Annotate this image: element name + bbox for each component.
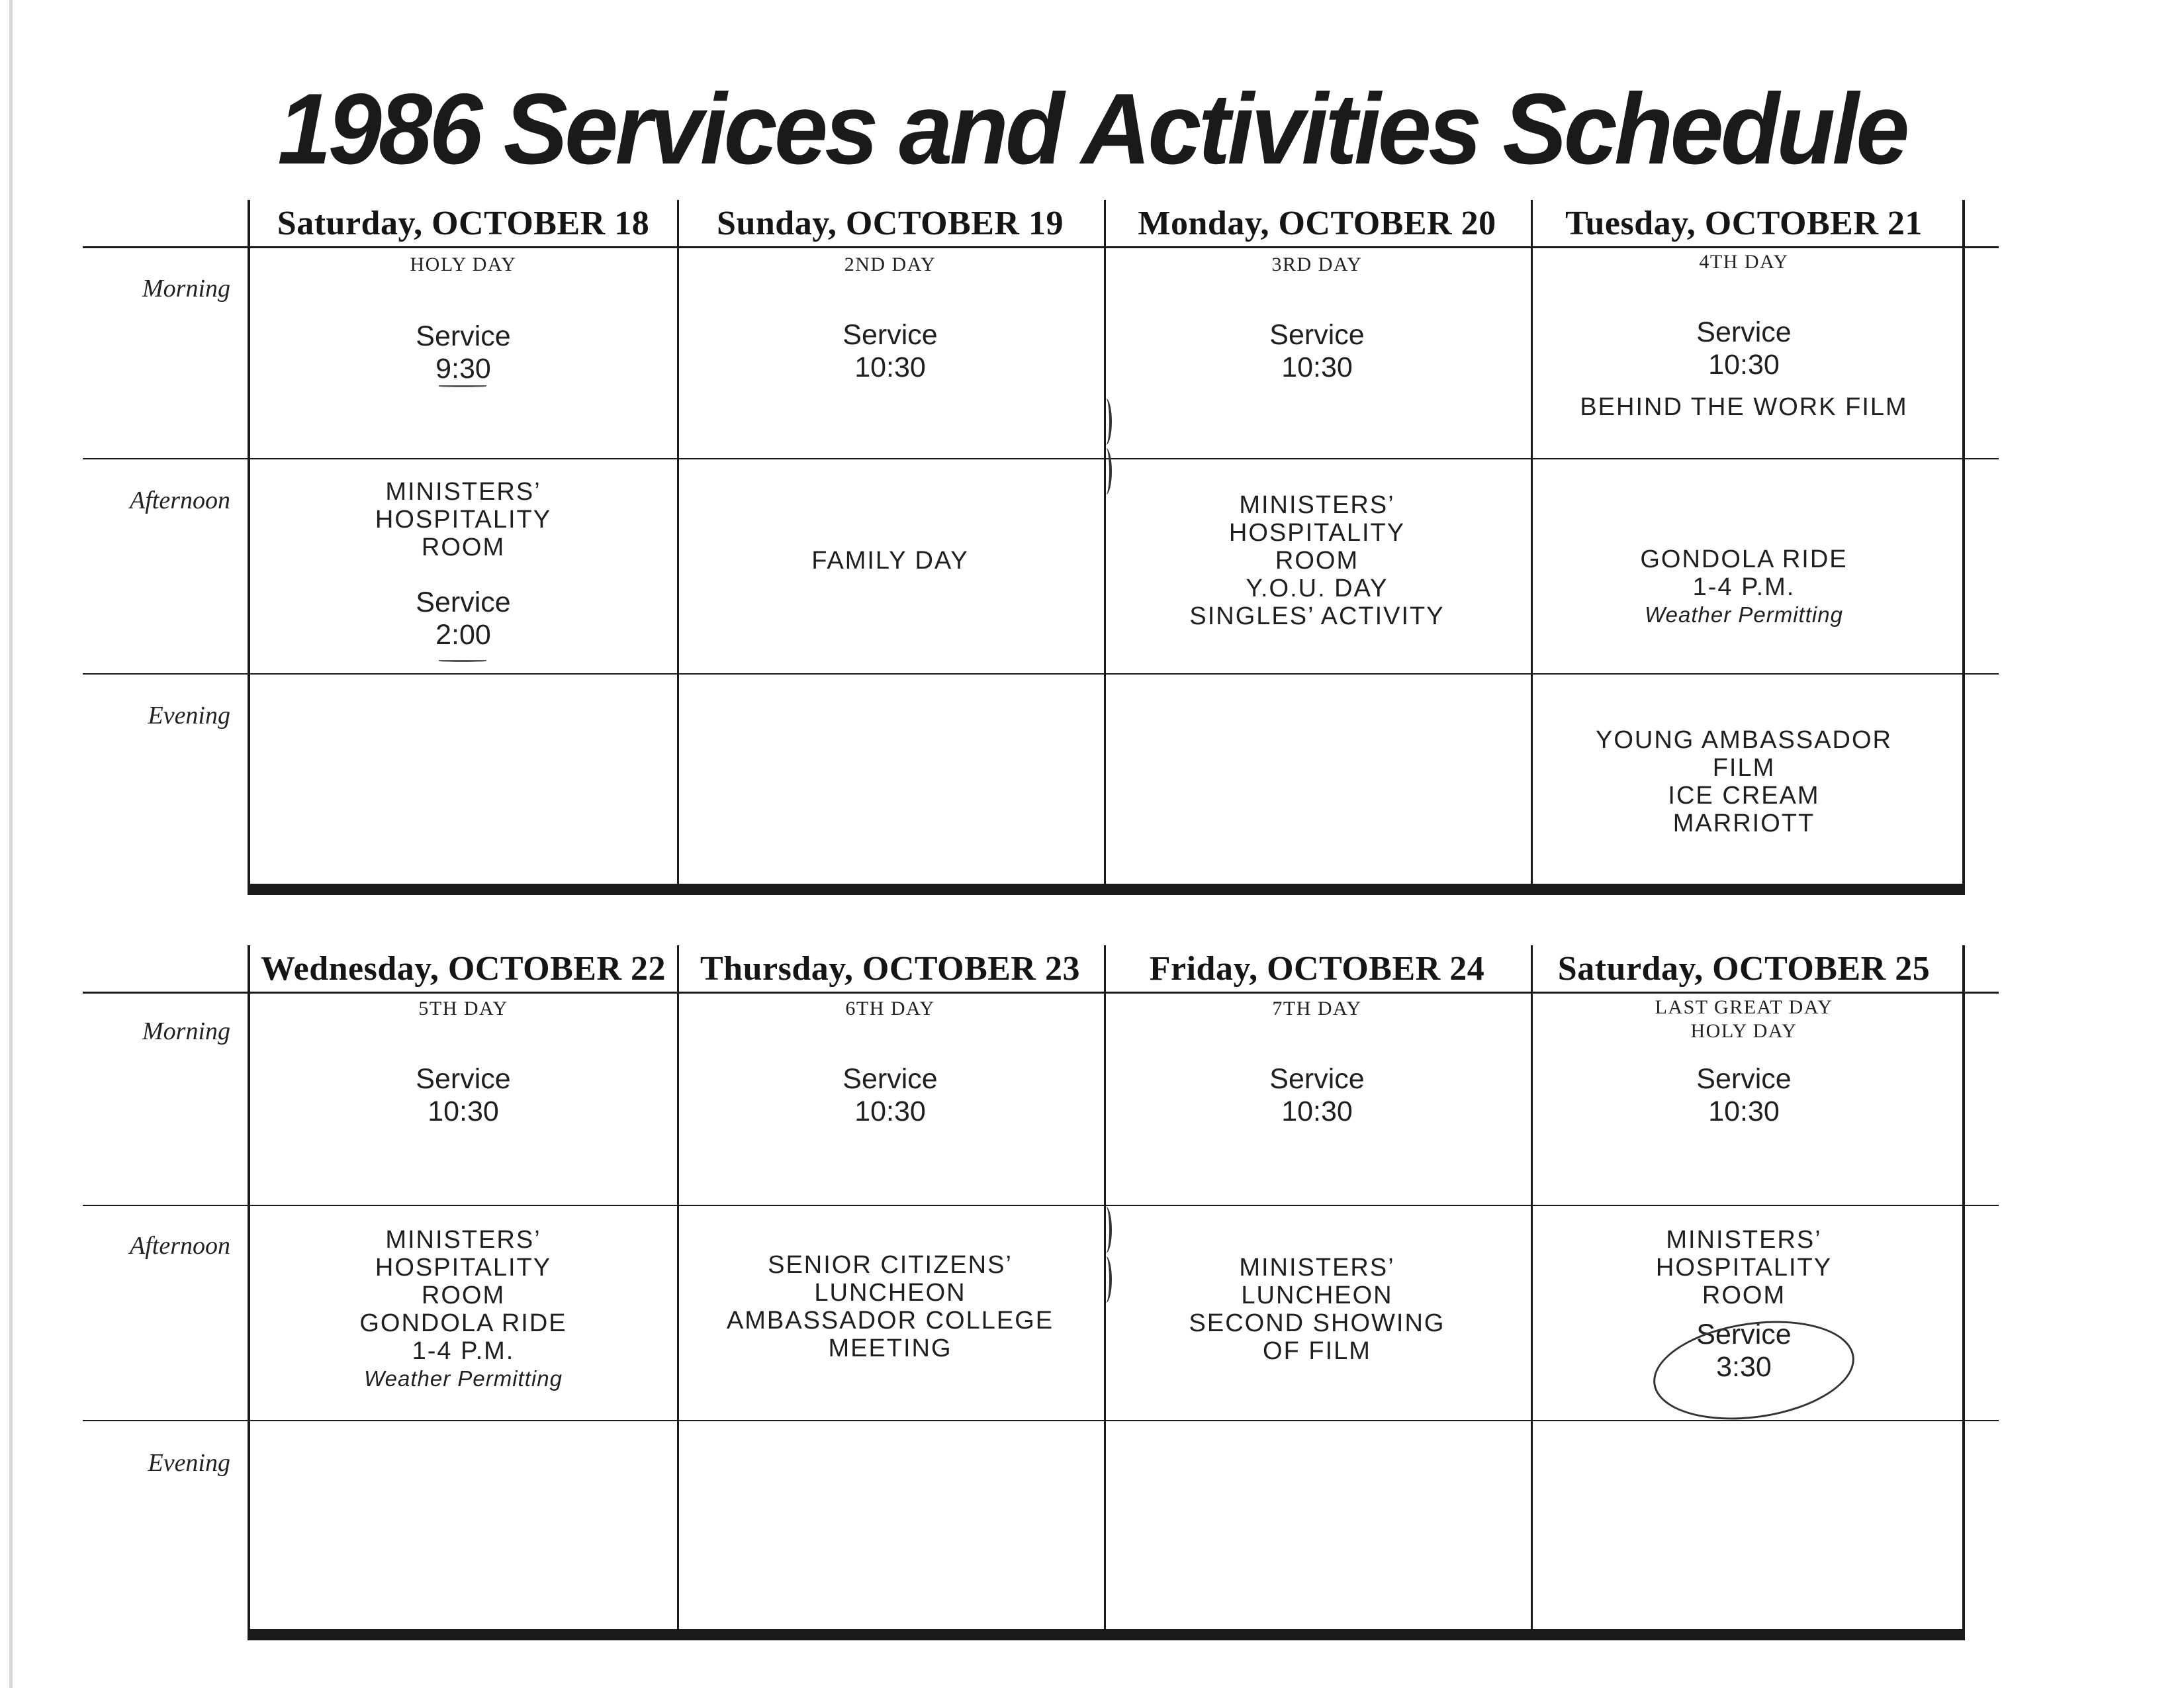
service-time: 3:30 — [1716, 1351, 1772, 1383]
row-label-evening: Evening — [148, 702, 230, 729]
morning-cell — [677, 1063, 1103, 1128]
page-title: 1986 Services and Activities Schedule — [277, 73, 1907, 185]
day-subtitle: HOLY DAY — [410, 254, 517, 275]
day-heading: Friday, OCTOBER 24 — [1149, 950, 1485, 988]
service-label: Service — [1269, 319, 1365, 351]
morning-cell — [250, 1063, 676, 1128]
morning-cell — [677, 319, 1103, 384]
activity-line: MINISTERS’ — [385, 478, 541, 506]
activity-line: FILM — [1712, 754, 1776, 782]
day-column — [677, 200, 1103, 882]
service-label: Service — [1696, 316, 1792, 348]
afternoon-cell — [250, 478, 676, 651]
day-subtitle: 2ND DAY — [844, 254, 936, 275]
morning-cell — [1104, 319, 1530, 384]
activity-line: MINISTERS’ — [1239, 491, 1395, 519]
activity-line: MEETING — [828, 1335, 952, 1362]
activity-line: MINISTERS’ — [1239, 1254, 1395, 1282]
day-subtitle: 4TH DAY — [1699, 251, 1789, 273]
afternoon-cell — [677, 1251, 1103, 1362]
day-subtitle: 3RD DAY — [1271, 254, 1363, 275]
activity-line: ROOM — [421, 534, 506, 561]
service-label: Service — [416, 320, 511, 352]
day-heading: Tuesday, OCTOBER 21 — [1565, 205, 1923, 242]
activity-line: Y.O.U. DAY — [1246, 575, 1388, 602]
day-subtitle: 6TH DAY — [845, 998, 935, 1019]
activity-line: FAMILY DAY — [811, 547, 969, 575]
morning-cell — [1531, 1063, 1957, 1128]
activity-line: ROOM — [1275, 547, 1359, 575]
service-time: 9:30 — [435, 353, 491, 385]
activity-line: HOSPITALITY — [1228, 519, 1406, 547]
weather-note: Weather Permitting — [1645, 602, 1843, 627]
activity-line: ICE CREAM — [1668, 782, 1820, 810]
service-label: Service — [416, 586, 511, 618]
service-time: 10:30 — [428, 1096, 499, 1127]
afternoon-cell — [250, 1226, 676, 1393]
day-column — [1531, 200, 1957, 882]
day-heading: Wednesday, OCTOBER 22 — [260, 950, 666, 988]
service-label: Service — [1696, 1063, 1792, 1095]
binding-ring — [1100, 1256, 1112, 1303]
binding-ring — [1100, 448, 1112, 494]
row-label-afternoon: Afternoon — [130, 487, 230, 514]
service-label: Service — [1269, 1063, 1365, 1095]
service-time: 10:30 — [854, 352, 926, 383]
service-time: 10:30 — [854, 1096, 926, 1127]
day-column — [250, 200, 676, 882]
activity-line: MARRIOTT — [1672, 810, 1815, 837]
activity-line: HOSPITALITY — [375, 506, 552, 534]
evening-cell — [1531, 726, 1957, 837]
day-column — [1104, 200, 1530, 882]
afternoon-cell — [1104, 491, 1530, 630]
row-label-afternoon: Afternoon — [130, 1232, 230, 1260]
table-bottom-rule — [248, 884, 1965, 895]
activity-line: GONDOLA RIDE — [1640, 545, 1848, 573]
service-time: 10:30 — [1708, 1096, 1780, 1127]
activity-line: LUNCHEON — [1241, 1282, 1393, 1309]
day-heading: Thursday, OCTOBER 23 — [700, 950, 1080, 988]
row-label-evening: Evening — [148, 1449, 230, 1477]
day-heading: Sunday, OCTOBER 19 — [717, 205, 1064, 242]
activity-line: 1-4 P.M. — [1692, 573, 1796, 601]
activity-line: MINISTERS’ — [385, 1226, 541, 1254]
activity-line: SENIOR CITIZENS’ — [768, 1251, 1013, 1279]
service-time: 10:30 — [1281, 352, 1353, 383]
activity-line: HOSPITALITY — [375, 1254, 552, 1282]
service-label: Service — [416, 1063, 511, 1095]
row-label-morning: Morning — [142, 1017, 230, 1045]
activity-line: LUNCHEON — [814, 1279, 966, 1307]
table-bottom-rule — [248, 1629, 1965, 1640]
pen-underline-mark — [439, 385, 486, 387]
day-heading: Saturday, OCTOBER 18 — [277, 205, 650, 242]
service-time: 10:30 — [1281, 1096, 1353, 1127]
day-column — [1531, 945, 1957, 1627]
row-label-morning: Morning — [142, 275, 230, 303]
activity-line: MINISTERS’ — [1666, 1226, 1822, 1254]
day-subtitle: LAST GREAT DAY — [1655, 996, 1833, 1018]
day-heading: Monday, OCTOBER 20 — [1138, 205, 1496, 242]
weather-note: Weather Permitting — [364, 1366, 563, 1391]
day-column — [677, 945, 1103, 1627]
afternoon-cell — [677, 547, 1103, 575]
activity-line: OF FILM — [1263, 1337, 1371, 1365]
day-column — [250, 945, 676, 1627]
service-time: 10:30 — [1708, 349, 1780, 381]
day-subtitle: 5TH DAY — [418, 998, 508, 1019]
activity-line: ROOM — [421, 1282, 506, 1309]
pen-underline-mark — [439, 660, 486, 662]
scan-edge — [9, 0, 13, 1688]
afternoon-cell — [1531, 545, 1957, 629]
activity-line: AMBASSADOR COLLEGE — [726, 1307, 1054, 1335]
activity-line: YOUNG AMBASSADOR — [1596, 726, 1892, 754]
activity-line: GONDOLA RIDE — [359, 1309, 567, 1337]
afternoon-cell — [1104, 1254, 1530, 1365]
morning-cell — [1104, 1063, 1530, 1128]
activity-line: SECOND SHOWING — [1189, 1309, 1445, 1337]
service-label: Service — [1696, 1319, 1792, 1350]
morning-cell — [250, 320, 676, 385]
service-label: Service — [842, 1063, 938, 1095]
binding-ring — [1100, 399, 1112, 445]
service-time: 2:00 — [435, 619, 491, 651]
activity-line: BEHIND THE WORK FILM — [1580, 393, 1908, 421]
day-subtitle: HOLY DAY — [1690, 1020, 1797, 1042]
day-column — [1104, 945, 1530, 1627]
day-subtitle: 7TH DAY — [1272, 998, 1362, 1019]
binding-ring — [1100, 1207, 1112, 1253]
activity-line: SINGLES’ ACTIVITY — [1189, 602, 1445, 630]
day-heading: Saturday, OCTOBER 25 — [1557, 950, 1931, 988]
service-label: Service — [842, 319, 938, 351]
activity-line: HOSPITALITY — [1655, 1254, 1833, 1282]
morning-cell — [1531, 316, 1957, 421]
activity-line: 1-4 P.M. — [412, 1337, 515, 1365]
activity-line: ROOM — [1702, 1282, 1786, 1309]
